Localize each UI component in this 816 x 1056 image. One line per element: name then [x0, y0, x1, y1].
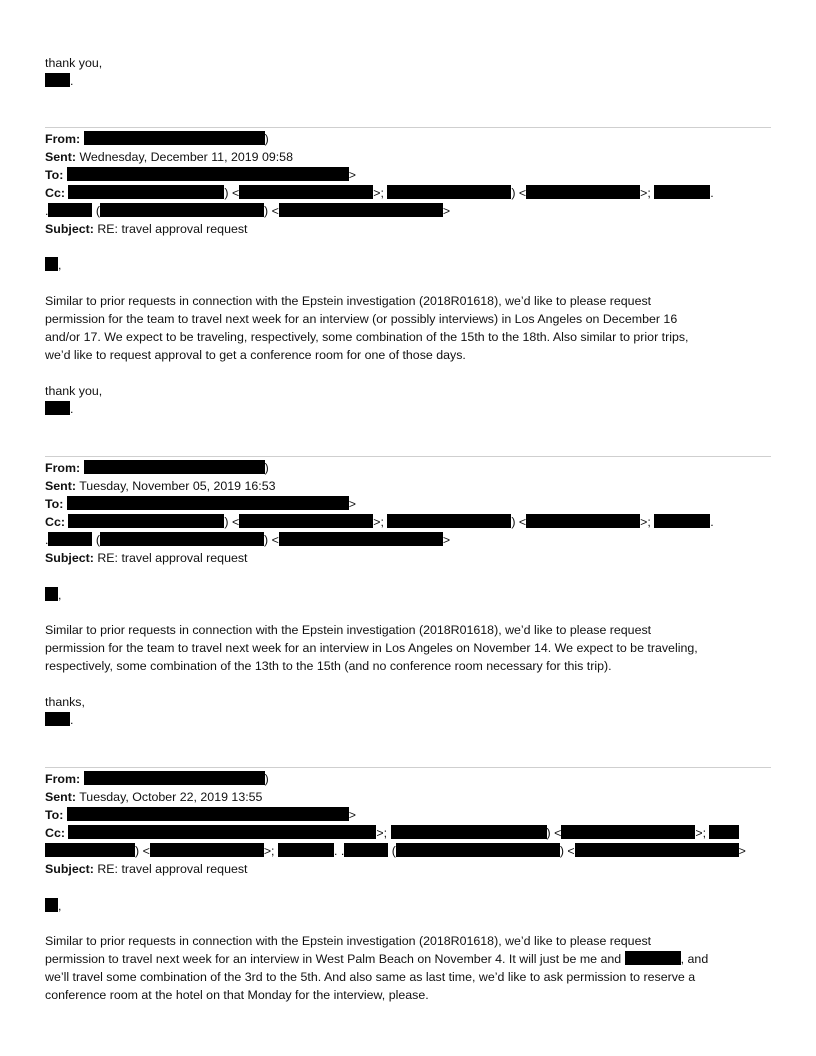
cc-line-continued: . ( ) < > [45, 204, 451, 218]
subject-line: Subject: RE: travel approval request [45, 862, 248, 876]
signature: . [45, 72, 73, 90]
cc-line-continued: ) < >; . . ( ) < > [45, 842, 746, 860]
email-divider [45, 456, 771, 457]
subject-value: RE: travel approval request [97, 862, 248, 876]
redacted-name [625, 951, 681, 965]
cc-line: Cc: ) < >; ) < >; . [45, 186, 714, 200]
email-body: Similar to prior requests in connection with the Epstein investigation (2018R01618), we’d like to please request permission for the team to travel next week for an interview (or possibly interviews) in Los Angeles on December 16 and/or 17. We expect to be traveling, respectively, some combination of the 15th to the 18th. Also similar to prior trips, we’d like to request approval to get a conference room for one of those days. [45, 294, 689, 362]
salutation: , [45, 586, 61, 604]
sent-value: Tuesday, November 05, 2019 16:53 [79, 479, 276, 493]
to-line: To: > [45, 497, 357, 511]
to-line: To: > [45, 808, 357, 822]
sent-value: Wednesday, December 11, 2019 09:58 [79, 150, 293, 164]
cc-line: Cc: >; ) < >; [45, 824, 739, 842]
cc-line-continued: . ( ) < > [45, 533, 451, 547]
subject-value: RE: travel approval request [97, 222, 248, 236]
sent-line: Sent: Tuesday, October 22, 2019 13:55 [45, 790, 263, 804]
subject-line: Subject: RE: travel approval request [45, 222, 248, 236]
from-line: From: ) [45, 132, 269, 146]
sent-line: Sent: Wednesday, December 11, 2019 09:58 [45, 150, 293, 164]
subject-value: RE: travel approval request [97, 551, 248, 565]
closing-text: thank you, [45, 56, 103, 70]
email-divider [45, 127, 771, 128]
email-body: Similar to prior requests in connection with the Epstein investigation (2018R01618), we’d like to please request permission for the team to travel next week for an interview in Los Angeles on November 14. We expect to be traveling, respectively, some combination of the 13th to the 15th (and no conference room necessary for this trip). [45, 623, 698, 673]
from-line: From: ) [45, 772, 269, 786]
email-body: Similar to prior requests in connection with the Epstein investigation (2018R01618), we’d like to please request permission to travel next week for an interview in West Palm Beach on November 4. It will just be me and , and we’ll travel some combination of the 3rd to the 5th. And also same as last time, we’d like to ask permission to reserve a conference room at the hotel on that Monday for the interview, please. [45, 934, 709, 1002]
sent-line: Sent: Tuesday, November 05, 2019 16:53 [45, 479, 276, 493]
sent-value: Tuesday, October 22, 2019 13:55 [79, 790, 263, 804]
subject-line: Subject: RE: travel approval request [45, 551, 248, 565]
signature: . [45, 711, 73, 729]
cc-line: Cc: ) < >; ) < >; . [45, 515, 714, 529]
closing-text: thanks, [45, 695, 85, 709]
salutation: , [45, 256, 61, 274]
from-line: From: ) [45, 461, 269, 475]
salutation: , [45, 897, 61, 915]
to-line: To: > [45, 168, 357, 182]
signature: . [45, 400, 73, 418]
closing-text: thank you, [45, 384, 103, 398]
email-divider [45, 767, 771, 768]
